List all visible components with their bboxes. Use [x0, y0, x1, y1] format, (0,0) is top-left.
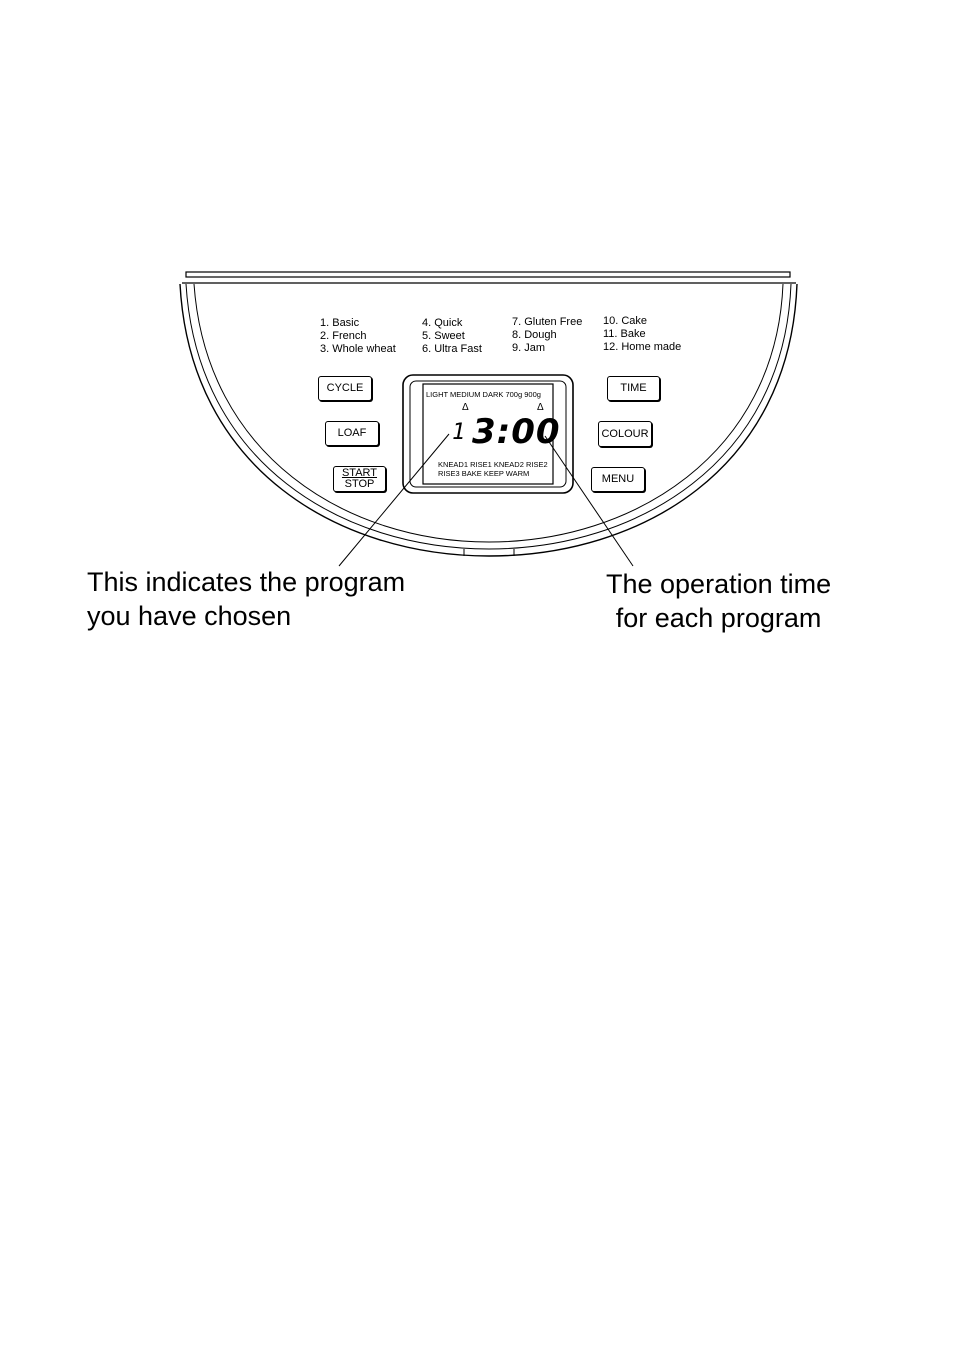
stage-labels-line2: RISE3 BAKE KEEP WARM	[438, 469, 530, 478]
loaf-size-marker-icon: Δ	[537, 402, 544, 413]
program-item: 4. Quick	[422, 317, 463, 329]
time-readout: 3:00	[472, 412, 561, 452]
program-item: 5. Sweet	[422, 330, 465, 342]
program-item: 12. Home made	[603, 341, 682, 353]
display-top-labels: LIGHT MEDIUM DARK 700g 900g	[426, 390, 541, 399]
start-label: START	[341, 467, 378, 479]
time-button[interactable]: TIME	[607, 376, 660, 401]
menu-button[interactable]: MENU	[591, 467, 645, 492]
program-item: 7. Gluten Free	[512, 316, 583, 328]
start-stop-button[interactable]	[333, 466, 386, 492]
program-item: 11. Bake	[603, 328, 646, 340]
time-callout	[606, 567, 831, 635]
program-item: 10. Cake	[603, 315, 648, 327]
program-item: 6. Ultra Fast	[422, 343, 482, 355]
program-callout-line2: you have chosen	[87, 601, 292, 631]
loaf-button[interactable]: LOAF	[325, 421, 379, 446]
stage-labels-line1: KNEAD1 RISE1 KNEAD2 RISE2	[438, 460, 548, 469]
program-list-col2	[422, 317, 482, 356]
program-number: 1	[452, 420, 466, 445]
program-callout-line1: This indicates the program	[87, 567, 406, 597]
program-item: 8. Dough	[512, 329, 557, 341]
program-item: 1. Basic	[320, 317, 360, 329]
start-stop-label	[342, 468, 377, 490]
program-item: 2. French	[320, 330, 367, 342]
time-callout-line1: The operation time	[606, 569, 832, 599]
program-item: 3. Whole wheat	[320, 343, 396, 355]
program-list-col4	[603, 315, 681, 354]
program-item: 9. Jam	[512, 342, 546, 354]
time-callout-line2: for each program	[615, 603, 822, 633]
colour-button[interactable]: COLOUR	[598, 421, 652, 447]
crust-marker-icon: Δ	[462, 402, 469, 413]
stop-label: STOP	[344, 478, 375, 490]
cycle-button[interactable]: CYCLE	[318, 376, 372, 401]
program-list-col1	[320, 317, 396, 356]
program-list-col3	[512, 316, 582, 355]
program-callout	[87, 565, 405, 633]
